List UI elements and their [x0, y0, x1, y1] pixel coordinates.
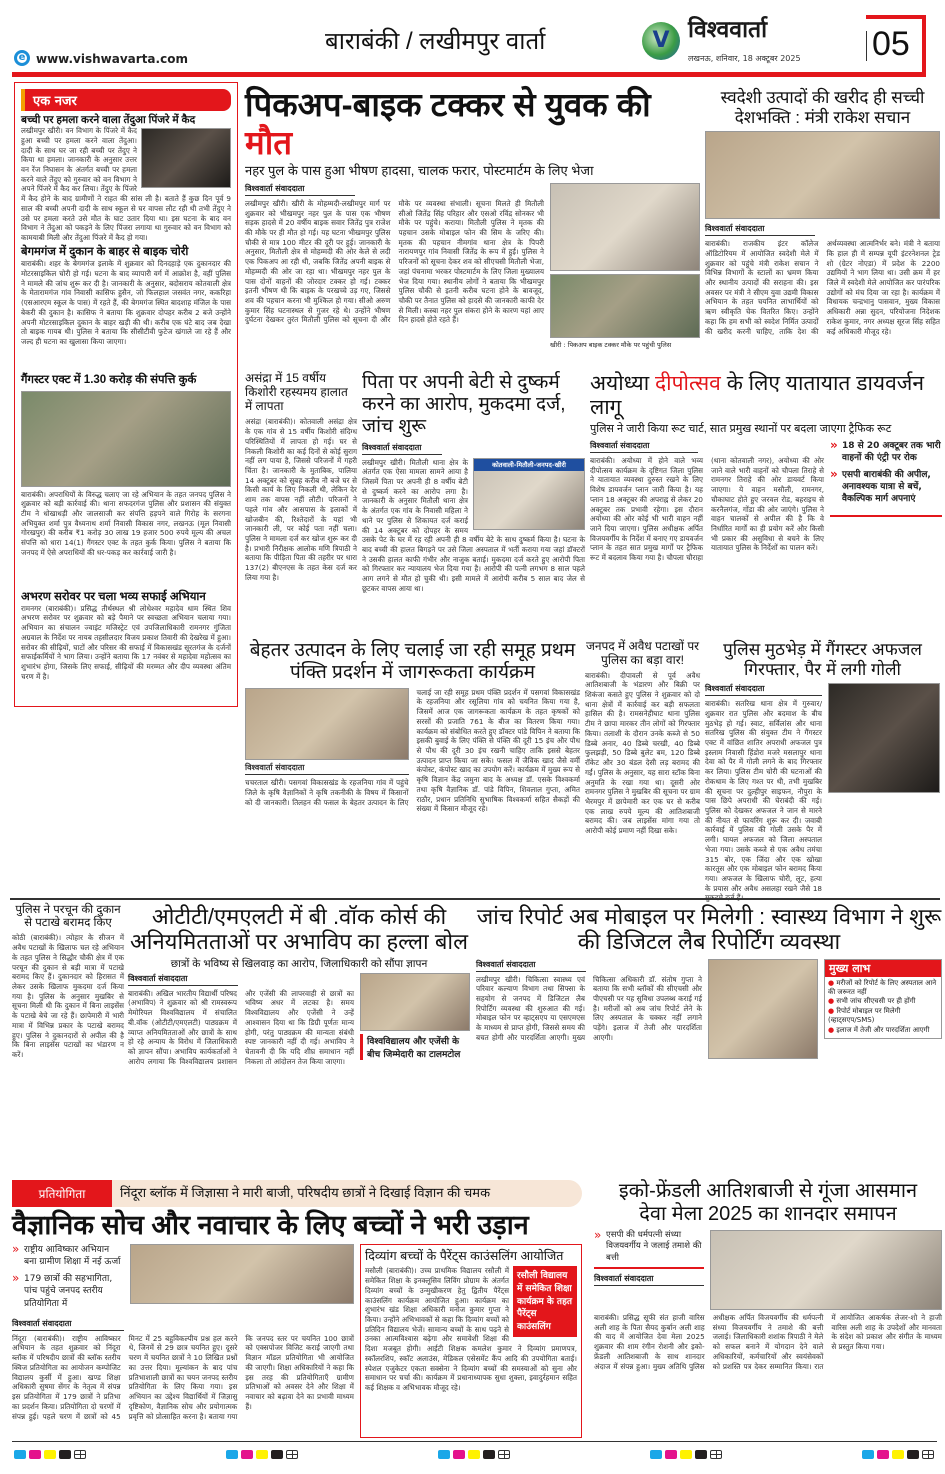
swadeshi-story	[705, 88, 940, 368]
property-attachment-photo	[21, 391, 231, 487]
ayodhya-subheadline: पुलिस ने जारी किया रूट चार्ट, सात प्रमुख स्थानों पर बदला जाएगा ट्रैफिक रूट	[590, 423, 892, 436]
parchun-story	[12, 904, 124, 1166]
ayodhya-headline: अयोध्या दीपोत्सव के लिए यातायात डायवर्जन लागू	[590, 372, 924, 420]
deva-body: बाराबंकी। प्रसिद्ध सूफी संत हाजी वारिस अली शाह के पिता सैयद कुर्बान अली शाह की याद में आयोजित देवा मेला 2025 शुक्रवार की शाम रंगीन रोशनी और इको-फ्रेंडली आतिशबाजी के साथ शानदार अंदाज में संपन्न हुआ। मुख्य अतिथि पुलिस अधीक्षक अर्पित विजयवर्गीय की धर्मपत्नी संध्या विजयवर्गीय ने तमाशे की बत्ती जलाई। जिलाधिकारी शशांक त्रिपाठी ने मेले को सफल बनाने में योगदान देने वाले अधिकारियों, कर्मचारियों और स्वयंसेवकों को प्रशस्ति पत्र देकर सम्मानित किया। रात में आयोजित आकर्षक लेजर-शो ने हाजी वारिस अली शाह के उपदेशों और मानवता के संदेश को प्रकाश और संगीत के माध्यम से प्रस्तुत किया गया।	[594, 1313, 942, 1371]
color-swatch	[241, 1450, 253, 1459]
patakhe-body: बाराबंकी। दीपावली से पूर्व अवैध आतिशबाजी के भंडारण और बिक्री पर शिकंजा कसते हुए पुलिस ने शुक्रवार को दो थाना क्षेत्रों में कार्रवाई कर बड़ी सफलता हासिल की है। रामसनेहीघाट थाना पुलिस टीम ने छापा मारकर तीन लोगों को गिरफ्तार किया। तलाशी के दौरान उनके कब्जे से 50 डिब्बे अनार, 40 डिब्बे चरखी, 40 डिब्बे फुलझड़ी, 50 डिब्बे बुलेट बम, 120 डिब्बे रॉकेट और 30 बंडल देसी लड़ बरामद की गईं। पुलिस के अनुसार, यह सारा स्टॉक बिना अनुमति के रखा गया था। दूसरी ओर रामनगर पुलिस ने मुखबिर की सूचना पर ग्राम भैरमपुर में छापेमारी कर एक घर से करीब एक लाख रुपये मूल्य की आतिशबाजी बरामद की। जब लाइसेंस मांगा गया तो आरोपी कोई प्रमाण नहीं दिखा सके।	[585, 670, 700, 836]
byline: विश्ववार्ता संवाददाता	[594, 1273, 704, 1286]
section-divider	[10, 898, 940, 900]
color-swatch	[44, 1450, 56, 1459]
color-swatch	[271, 1450, 283, 1459]
jaanch-body: लखीमपुर खीरी। चिकित्सा स्वास्थ्य एवं परिवार कल्याण विभाग तथा सिफ्सा के सहयोग से जनपद में डिजिटल लैब रिपोर्टिंग व्यवस्था की शुरुआत की गई। मोबाइल फोन पर व्हाट्सएप या एसएमएस के माध्यम से प्राप्त होगी, जिससे समय की बचत होगी और पारदर्शिता आएगी। मुख्य चिकित्सा अधिकारी डॉ. संतोष गुप्ता ने बताया कि सभी ब्लॉकों की सीएचसी और पीएचसी पर यह सुविधा उपलब्ध कराई गई है। मरीजों को अब जांच रिपोर्ट लेने के लिए अस्पताल के चक्कर नहीं लगाने पड़ेंगे। इलाज में तेजी और पारदर्शिता आएगी।	[476, 974, 702, 1042]
highlight-item: » 179 छात्रों की सहभागिता, पांच पहुंचे जनपद स्तरीय प्रतियोगिता में	[12, 1273, 124, 1309]
benefit-item	[828, 1007, 938, 1026]
byline: विश्ववार्ता संवाददाता	[245, 763, 409, 776]
brand-name: विश्ववार्ता	[688, 16, 768, 42]
byline: विश्ववार्ता संवाददाता	[362, 442, 442, 455]
article-headline: गैंगस्टर एक्ट में 1.30 करोड़ की संपत्ति कुर्क	[21, 374, 197, 387]
ott-subheadline: छात्रों के भविष्य से खिलवाड़ का आरोप, जिलाधिकारी को सौंपा ज्ञापन	[170, 957, 428, 970]
highlight-item: » एसपी की धर्मपत्नी संध्या विजयवर्गीय ने जलाई तमाशे की बत्ती	[594, 1230, 704, 1264]
byline: विश्ववार्ता संवाददाता	[12, 1318, 124, 1331]
highlight-item: » राष्ट्रीय आविष्कार अभियान बना ग्रामीण शिक्षा में नई ऊर्जा	[12, 1244, 124, 1268]
benefits-list	[825, 979, 941, 1036]
color-swatch	[680, 1450, 692, 1459]
bullet-dot-icon: ●	[828, 978, 837, 987]
color-swatch	[483, 1450, 495, 1459]
behtar-body: चचरताल खीरी। पसगवां विकासखंड के रहजनिया गांव में पहुंचे जिले के कृषि वैज्ञानिकों ने कृषि तकनीकी के विषय में किसानों को दी जानकारी। तिलहन की फसल के बेहतर उत्पादन के लिए चलाई जा रही समूह प्रथम पंक्ति प्रदर्शन में पसगवां विकासखंड के रहजनिया और रसूलिया गांव को चयनित किया गया है, जिसमें आज एक जागरूकता कार्यक्रम के तहत कृषकों को सरसों की प्रजाति 761 के बीज का वितरण किया गया। कार्यक्रम को संबोधित करते हुए डॉक्टर पांडे विपिन ने बताया कि इसकी बुवाई के लिए पंक्ति से पंक्ति की दूरी 15 इंच और पौध से पौध की दूरी 30 इंच रखनी चाहिए ताकि इससे बेहतर उत्पादन प्राप्त किया जा सके। फसल में जैविक खाद जैसे वर्मी कंपोस्ट, कंपोस्ट खाद का उपयोग करें। कार्यक्रम में मुख्य रूप से कृषि विज्ञान केंद्र जमुना बाद के अध्यक्ष डॉ. एसके विश्वकर्मा तथा कृषि वैज्ञानिक डॉ. पांडे विपिन, शिवलाल गुप्ता, अमित राठौर, प्रधान प्रतिनिधि सुभाषिक विश्वकर्मा सहित सैकड़ों की संख्या में किसान मौजूद रहे।	[245, 687, 580, 814]
pratiyogita-tag: प्रतियोगिता	[12, 1180, 112, 1207]
ott-story	[128, 904, 470, 1166]
article-headline: अभरण सरोवर पर चला भव्य सफाई अभियान	[21, 590, 206, 603]
lead-headline: पिकअप-बाइक टक्कर से युवक की मौत	[245, 86, 651, 161]
color-swatch	[256, 1450, 268, 1459]
article-headline: बच्ची पर हमला करने वाला तेंदुआ पिंजरे में कैद	[21, 114, 196, 126]
website-link[interactable]: www.vishwavarta.com	[36, 52, 188, 66]
mukhya-labh-box	[824, 959, 942, 1040]
ek-nazar-tag: एक नजर	[21, 89, 231, 111]
color-swatch	[877, 1450, 889, 1459]
ott-headline: ओटीटी/एमएलटी में बी .वॉक कोर्स की अनियमितताओं पर अभाविप का हल्ला बोल	[129, 904, 469, 955]
color-swatch	[892, 1450, 904, 1459]
vigyan-story	[12, 1180, 582, 1438]
article-body: बाराबंकी। अपराधियों के विरुद्ध चलाए जा रहे अभियान के तहत जनपद पुलिस ने शुक्रवार को बड़ी कार्रवाई की। थाना सफदरगंज पुलिस और प्रशासन की संयुक्त टीम ने धोखाधड़ी और जालसाजी कर संपत्ति हड़पने वाले गिरोह के सरगना अभियुक्त शर्मा पुत्र वैध्यनाथ शर्मा निवासी विकास नगर, लखनऊ (मूल निवासी गोरखपुर) की करीब ₹1 करोड़ 30 लाख 19 हजार 500 रुपये मूल्य की अचल संपत्ति को धारा 14(1) गैंगस्टर एक्ट के तहत कुर्क किया। पुलिस ने बताया कि जनपद में ऐसे अपराधियों की धर-पकड़ कर कार्रवाई जारी है।	[21, 489, 231, 557]
police-at-site-photo	[550, 274, 700, 338]
benefit-text: रिपोर्ट मोबाइल पर मिलेगी (व्हाट्सएप/SMS)	[828, 1006, 901, 1025]
color-swatch	[453, 1450, 465, 1459]
byline: विश्ववार्ता संवाददाता	[476, 959, 586, 972]
pita-story	[362, 372, 585, 637]
deva-headline: इको-फ्रेंडली आतिशबाजी से गूंजा आसमान देवा मेला 2025 का शानदार समापन	[618, 1180, 918, 1225]
benefit-item	[828, 1026, 938, 1035]
parchun-body: कोठी (बाराबंकी)। त्योहार के सीजन में अवैध पटाखों के खिलाफ चल रहे अभियान के तहत पुलिस ने सिद्धौर चौकी क्षेत्र में एक परचून की दुकान से बड़ी मात्रा में पटाखे बरामद किए हैं। दुकानदार को हिरासत में लेकर उसके खिलाफ मुकदमा दर्ज किया गया है। पुलिस के अनुसार मुखबिर से सूचना मिली थी कि दुकान में बिना लाइसेंस के पटाखे बेचे जा रहे हैं। छापेमारी में भारी मात्रा में विभिन्न प्रकार के पटाखे बरामद हुए। पुलिस ने दुकानदारों से अपील की है कि बिना लाइसेंस पटाखों का भंडारण न करें।	[12, 933, 124, 1060]
color-registration-mark	[650, 1450, 722, 1459]
asandra-headline: असंद्रा में 15 वर्षीय किशोरी रहस्यमय हालात में लापता	[245, 371, 348, 413]
muthbhed-story	[705, 640, 940, 895]
vigyan-body: निंदूरा (बाराबंकी)। राष्ट्रीय आविष्कार अभियान के तहत शुक्रवार को निंदूरा ब्लॉक में परिषदीय छात्रों की ब्लॉक स्तरीय क्विज प्रतियोगिता का आयोजन कम्पोजिट विद्यालय कुर्सी में हुआ। खण्ड शिक्षा अधिकारी सुषमा सेंगर के नेतृत्व में संपन्न इस प्रतियोगिता में 179 छात्रों ने प्रतिभा का प्रदर्शन किया। प्रतियोगिता दो चरणों में संपन्न हुई। पहले चरण में छात्रों को 45 मिनट में 25 बहुविकल्पीय प्रश्न हल करने थे, जिनमें से 29 छात्र चयनित हुए। दूसरे चरण में चयनित छात्रों ने 10 लिखित प्रश्नों का उत्तर दिया। मूल्यांकन के बाद पांच प्रतिभाशाली छात्रों का चयन जनपद स्तरीय प्रतियोगिता के लिए किया गया। इस अभियान का उद्देश्य विद्यार्थियों में जिज्ञासु दृष्टिकोण, वैज्ञानिक सोच और प्रयोगात्मक प्रवृत्ति को प्रोत्साहित करना है। बताया गया कि जनपद स्तर पर चयनित 100 छात्रों को एक्सपोजर विजिट कराई जाएगी तथा विज्ञान मॉडल प्रतियोगिता भी आयोजित की जाएगी। शिक्षा अधिकारियों ने कहा कि इस तरह की प्रतियोगिताएँ ग्रामीण प्रतिभाओं को अवसर देने और शिक्षा में नवाचार को बढ़ावा देने का प्रभावी माध्यम हैं।	[12, 1333, 354, 1421]
article-body: बाराबंकी। शहर के बेगमगंज इलाके में शुक्रवार को दिनदहाड़े एक दुकानदार की मोटरसाइकिल चोरी हो गई। घटना के बाद व्यापारी वर्ग में आक्रोश है, वहीं पुलिस ने मामले की जांच शुरू कर दी है। जानकारी के अनुसार, बदोसराय कोतवाली क्षेत्र के मेतारामगंज गांव निवासी कासिफ हुसैन, जो फिलहाल जसवंत नगर, ककरिहा (एसआरएम स्कूल के पास) में रहते हैं, की बेगमगंज स्थित बादशाह मंजिल के पास बेकरी की दुकान है। कासिफ ने बताया कि शुक्रवार दोपहर करीब 2 बजे उन्होंने अपनी मोटरसाइकिल दुकान के बाहर खड़ी की थी। करीब एक घंटे बाद जब देखा तो बाइक गायब थी। पुलिस ने बताया कि सीसीटीवी फुटेज खंगाले जा रहे हैं और जल्द ही घटना का खुलासा किया जाएगा।	[21, 259, 231, 347]
patakhe-headline: जनपद में अवैध पटाखों पर पुलिस का बड़ा वार!	[585, 639, 700, 667]
jaanch-headline: जांच रिपोर्ट अब मोबाइल पर मिलेगी : स्वास्थ्य विभाग ने शुरू की डिजिटल लैब रिपोर्टिंग व्यवस्था	[476, 904, 942, 955]
color-registration-mark	[438, 1450, 510, 1459]
registration-crosshair-icon	[498, 1450, 510, 1459]
dateline: लखनऊ, शनिवार, 18 अक्टूबर 2025	[688, 54, 801, 63]
color-registration-mark	[862, 1450, 934, 1459]
bullet-dot-icon: ●	[828, 997, 837, 1006]
ott-pullquote: विश्वविद्यालय और एजेंसी के बीच जिम्मेदारी का टालमटोल	[360, 1034, 470, 1060]
divyang-body-wrap	[365, 1266, 577, 1433]
ek-nazar-box	[14, 82, 238, 707]
divider	[866, 31, 867, 61]
ott-body: बाराबंकी। अखिल भारतीय विद्यार्थी परिषद (अभाविप) ने शुक्रवार को श्री रामस्वरूप मेमोरियल विश्वविद्यालय में संचालित बी.वॉक (ओटीटी/एमएलटी) पाठ्यक्रम में व्याप्त अनियमितताओं और छात्रों के साथ हो रहे अन्याय के विरोध में जिलाधिकारी को ज्ञापन सौंपा। अभाविप कार्यकर्ताओं ने आरोप लगाया कि विश्वविद्यालय प्रशासन और एजेंसी की लापरवाही से छात्रों का भविष्य अधर में लटका है। समय विश्वविद्यालय और एजेंसी ने उन्हें आश्वासन दिया था कि डिग्री पूर्णतः मान्य होगी, परंतु पाठ्यक्रम की मान्यता संबंधी स्पष्ट जानकारी नहीं दी गई। अभाविप ने चेतावनी दी कि यदि शीघ्र समाधान नहीं निकला तो आंदोलन तेज किया जाएगा।	[128, 988, 354, 1066]
photo-caption: खीरी : पिकअप बाइक टक्कर मौके पर पहुंची पुलिस	[550, 340, 672, 349]
leopard-cage-photo	[141, 128, 231, 188]
lead-story	[245, 86, 700, 368]
swadeshi-body: बाराबंकी। राजकीय इंटर कॉलेज ऑडिटोरियम में आयोजित स्वदेशी मेले में शुक्रवार को पहुंचे मंत्री राकेश सचान ने विभिन्न विभागों के स्टालों का भ्रमण किया और स्थानीय उत्पादों की सराहना की। इस अवसर पर मंत्री ने सीएम युवा उद्यमी विकास अभियान के तहत चयनित लाभार्थियों को ऋण स्वीकृति चेक वितरित किए। उन्होंने कहा कि हम सभी को स्वदेश निर्मित उत्पादों की खरीद करनी चाहिए, ताकि देश की अर्थव्यवस्था आत्मनिर्भर बने। मंत्री ने बताया कि हाल ही में सम्पन्न यूपी इंटरनेशनल ट्रेड शो (ग्रेटर नोएडा) में प्रदेश के 2200 उद्यमियों ने भाग लिया था। उसी क्रम में हर जिले में स्वदेशी मेले आयोजित कर पारंपरिक उद्योगों को मंच दिया जा रहा है। कार्यक्रम में विधायक चन्द्रभानु पासवान, मुख्य विकास अधिकारी अन्ना सुदन, परियोजना निदेशक राकेश कुमार, नगर अध्यक्ष सूरज सिंह सहित कई अधिकारी मौजूद रहे।	[705, 239, 940, 336]
color-swatch	[665, 1450, 677, 1459]
browser-e-icon: e	[14, 50, 30, 66]
benefit-item	[828, 979, 938, 998]
deva-story	[594, 1180, 942, 1438]
pratiyogita-strip-text: निंदूरा ब्लॉक में जिज्ञासा ने मारी बाजी, परिषदीय छात्रों ने दिखाई विज्ञान की चमक	[120, 1185, 491, 1201]
pratiyogita-strip	[12, 1180, 582, 1207]
behtar-body-wrap	[245, 688, 580, 895]
registration-crosshair-icon	[74, 1450, 86, 1459]
color-swatch	[226, 1450, 238, 1459]
muthbhed-headline: पुलिस मुठभेड़ में गैंगस्टर अफजल गिरफ्तार, पैर में लगी गोली	[723, 640, 922, 679]
mukhya-labh-title: मुख्य लाभ	[825, 960, 941, 977]
swadeshi-headline: स्वदेशी उत्पादों की खरीद ही सच्ची देशभक्ति : मंत्री राकेश सचान	[720, 88, 925, 127]
pita-body: लखीमपुर खीरी। मितौली थाना क्षेत्र के अंतर्गत एक ऐसा मामला सामने आया है जिसमें पिता पर अपनी ही 8 वर्षीय बेटी से दुष्कर्म करने का आरोप लगा है। जानकारी के अनुसार मितौली थाना क्षेत्र के अंतर्गत एक गांव के निवासी महिला ने थाने पर पुलिस से शिकायत दर्ज कराई की 14 अक्टूबर को दोपहर के समय उसके पेट के घर में रह रही अपनी ही 8 वर्षीय बेटे के साथ दुष्कर्म किया है। घटना के बाद बच्ची की हालत बिगड़ने पर उसे जिला अस्पताल में भर्ती कराया गया जहां डॉक्टरों ने उसकी हालत काफी गंभीर और नाजुक बताई। मुकदमा दर्ज करते हुए आरोपी पिता को गिरफ्तार कर न्यायालय भेज दिया गया है। आरोपी की पत्नी लगभग 8 साल पहले आग लगने से मौत हो चुकी थी। इसी मामले में आरोपी करीब 5 साल बाद जेल से छूटकर वापस आया था।	[362, 457, 585, 593]
color-swatch	[650, 1450, 662, 1459]
divyang-body: मसौली (बाराबंकी)। उच्च प्राथमिक विद्यालय रसौली में समेकित शिक्षा के इनक्लूसिव लिविंग प्रोग्राम के अंतर्गत दिव्यांग बच्चों के उन्मुखीकरण हेतु द्वितीय पैरेंट्स काउंसलिंग कार्यक्रम आयोजित हुआ। कार्यक्रम का शुभारंभ खंड शिक्षा अधिकारी मनोज कुमार गुप्ता ने किया। उन्होंने अभिभावकों से कहा कि दिव्यांग बच्चों को प्रतिदिन विद्यालय भेजें। सामान्य बच्चों के साथ पढ़ने से उनका आत्मविश्वास बढ़ेगा और समावेशी शिक्षा की दिशा मजबूत होगी। आईटी शिक्षक कमलेश कुमार ने दिव्यांग प्रमाणपत्र, स्कॉलरशिप, स्कॉट अलाउंस, मेडिकल एसेसमेंट कैंप आदि की उपयोगिता बताई। स्पेशल एजुकेटर एकता सक्सेना ने दिव्यांग बच्चों की समस्याओं को सुना और समाधान पर चर्चा की। कार्यक्रम में प्रधानाध्यापक सुधा शुक्ला, इवादुर्रहमान सहित कई शिक्षक व अभिभावक मौजूद रहे।	[365, 1266, 577, 1393]
highlight-item: » एसपी बाराबंकी की अपील, अनावश्यक यात्रा से बचें, वैकल्पिक मार्ग अपनाएं	[830, 469, 942, 505]
benefit-text: मरीजों को रिपोर्ट के लिए अस्पताल आने की जरूरत नहीं	[828, 978, 937, 997]
page-number-box	[866, 15, 926, 77]
byline: विश्ववार्ता संवाददाता	[128, 973, 238, 986]
highlight-item: » 18 से 20 अक्टूबर तक भारी वाहनों की एंट्री पर रोक	[830, 440, 942, 464]
color-swatch	[29, 1450, 41, 1459]
color-swatch	[468, 1450, 480, 1459]
byline: विश्ववार्ता संवाददाता	[245, 183, 355, 196]
ayodhya-body: बाराबंकी। अयोध्या में होने वाले भव्य दीपोत्सव कार्यक्रम के दृष्टिगत जिला पुलिस ने यातायात व्यवस्था दुरुस्त रखने के लिए विशेष डायवर्जन प्लान जारी किया है। यह प्लान 18 अक्टूबर की अपराह्न से लेकर 20 अक्टूबर तक प्रभावी रहेगा। इस दौरान अयोध्या की ओर कोई भी भारी वाहन नहीं जाने दिया जाएगा। पुलिस अधीक्षक अर्पित विजयवर्गीय के निर्देश में बनाए गए डायवर्जन प्लान के तहत सात प्रमुख मार्गों पर ट्रैफिक रूट में बदलाव किया गया है। चौपला चौराहा (थाना कोतवाली नगर), अयोध्या की ओर जाने वाले भारी वाहनों को चौपला तिराहे से रामनगर तिराहे की ओर डायवर्ट किया जाएगा। ये वाहन मसौली, रामनगर, चौकाघाट होते हुए जरवल रोड, बहराइच से करनैलगंज, गोंडा की ओर जाएंगे। पुलिस ने वाहन चालकों से अपील की है कि वे निर्धारित मार्गों का ही प्रयोग करें और किसी भी प्रकार की असुविधा से बचने के लिए यातायात पुलिस के निर्देशों का पालन करें।	[590, 455, 824, 563]
pita-body-wrap	[362, 458, 585, 637]
color-registration-mark	[226, 1450, 298, 1459]
brand-logo-icon: V	[642, 22, 680, 60]
masthead-rule	[12, 72, 926, 77]
page-number: 05	[872, 25, 910, 63]
farmers-meeting-photo	[245, 688, 409, 760]
police-station-photo	[473, 458, 585, 530]
behtar-headline: बेहतर उत्पादन के लिए चलाई जा रही समूह प्रथम पंक्ति प्रदर्शन में जागरूकता कार्यक्रम	[249, 640, 576, 683]
arrested-gangster-photo	[828, 683, 940, 793]
byline: विश्ववार्ता संवाददाता	[590, 440, 698, 453]
color-swatch	[862, 1450, 874, 1459]
divyang-box	[360, 1244, 582, 1438]
accident-photo	[550, 183, 700, 271]
benefit-text: सभी जांच सीएचसी पर ही होंगी	[836, 997, 916, 1006]
ayodhya-story	[590, 372, 942, 637]
byline: विश्ववार्ता संवाददाता	[705, 683, 822, 696]
registration-crosshair-icon	[710, 1450, 722, 1459]
divyang-headline: दिव्यांग बच्चों के पैरेंट्स काउंसलिंग आयोजित	[365, 1249, 564, 1264]
lead-body: लखीमपुर खीरी। खीरी के मोहम्मदी-लखीमपुर मार्ग पर शुक्रवार को भीखमपुर नहर पुल के पास एक भीषण सड़क हादसे में 20 वर्षीय बाइक सवार जितेंद्र पुत्र राजेश की मौके पर ही मौत हो गई। यह घटना भीखमपुर पुलिस चौकी से मात्र 100 मीटर की दूरी पर हुई। जानकारी के अनुसार, मितौली क्षेत्र से मोहम्मदी की ओर केले से लदी एक पिकअप आ रही थी, जबकि जितेंद्र अपनी बाइक से मोहम्मदी की ओर जा रहा था। भीखमपुर नहर पुल के पास दोनों वाहनों की जोरदार टक्कर हो गई। टक्कर इतनी भीषण थी कि बाइक के परखच्चे उड़ गए, जिससे शव की पहचान करना भी मुश्किल हो गया। सीओ अरुण कुमार सिंह घटनास्थल से गुजर रहे थे। उन्होंने भीषण दुर्घटना देखकर तुरंत मितौली पुलिस को सूचना दी और मौके पर व्यवस्था संभाली। सूचना मिलते ही मितौली सीओ जितेंद्र सिंह परिहार और एसओ रविंद्र सोनकर भी मौके पर पहुंचे। कराया। मितौली पुलिस ने मृतक की पहचान उसके मोबाइल फोन की सिम के जरिए की। मृतक की पहचान नीमगांव थाना क्षेत्र के पिपरी नारायणपुर गांव निवासी जितेंद्र के रूप में हुई। पुलिस ने परिजनों को सूचना देकर शव को सीएचसी मितौली भेजा, जहां पंचनामा भरकर पोस्टमार्टम के लिए जिला मुख्यालय भेज दिया गया। स्थानीय लोगों ने बताया कि भीखमपुर पुलिस चौकी से इतनी करीब घटना होने के बावजूद, चौकी पर तैनात पुलिस को हादसे की जानकारी काफी देर से मिली। कस्बा नहर पुल संकरा होने के कारण यहां आए दिन हादसे होते रहते हैं।	[245, 198, 544, 325]
color-swatch	[695, 1450, 707, 1459]
masthead	[0, 0, 945, 76]
color-swatch	[14, 1450, 26, 1459]
article-headline: बेगमगंज में दुकान के बाहर से बाइक चोरी	[21, 246, 189, 259]
police-station-sign: कोतवाली-मितौली-जनपद-खीरी	[474, 459, 584, 472]
color-swatch	[59, 1450, 71, 1459]
patakhe-story	[585, 640, 700, 895]
quiz-classroom-photo	[130, 1244, 354, 1304]
bottom-rule	[12, 1441, 937, 1442]
parchun-headline: पुलिस ने परचून की दुकान से पटाखे बरामद किए	[15, 904, 121, 930]
section-title: बाराबंकी / लखीमपुर वार्ता	[325, 28, 546, 55]
article-body: लखीमपुर खीरी। वन विभाग के पिंजरे में कैद हुआ बच्ची पर हमला करने वाला तेंदुआ। दादी के साथ घर जा रही बच्ची पर तेंदुए ने किया था हमला। जानकारी के अनुसार उत्तर वन रेंज निघासन के अंतर्गत बच्ची पर हमला करने वाले तेंदुए को गुरुवार को वन विभाग ने अपने पिंजरे में कैद कर लिया। तेंदुए के पिंजरे में कैद होने के बाद ग्रामीणों ने राहत की सांस ली है। बताते हैं कुछ दिन पूर्व 9 साल की बच्ची अपनी दादी के साथ स्कूल से घर वापस लौट रही थी तभी तेंदुए ने उसे पर हमला करते उसे मौत के घाट उतार दिया था। इस घटना के बाद वन विभाग ने तेंदुआ को पकड़ने के लिए पिंजरा लगाया था गुरुवार को वन विभाग को कामयाबी मिली और तेंदुआ पिंजरे में कैद हो गया।	[21, 126, 231, 242]
pita-headline: पिता पर अपनी बेटी से दुष्कर्म करने का आरोप, मुकदमा दर्ज, जांच शुरू	[362, 372, 566, 437]
muthbhed-body: बाराबंकी। सतरिख थाना क्षेत्र में गुरुवार/शुक्रवार रात पुलिस और बदमाश के बीच मुठभेड़ हो गई। स्वाट, सर्विलांस और थाना सतरिख पुलिस की संयुक्त टीम ने गैंगस्टर एक्ट में वांछित शातिर अपराधी अफजल पुत्र इस्लाम निवासी हिंडोरा मजरे मसलापुर थाना देवा को पैर में गोली लगने के बाद गिरफ्तार कर लिया। पुलिस टीम चोरी की घटनाओं की रोकथाम के लिए गश्त पर थी, तभी मुखबिर की सूचना पर दुल्हीपुर साइफन, नौपुरा के पास छिपे अपराधी की घेराबंदी की गई। पुलिस को देखकर अफजल ने जान से मारने की नीयत से फायरिंग शुरू कर दी। जवाबी कार्रवाई में पुलिस की गोली उसके पैर में लगी। घायल अफजल को जिला अस्पताल भेजा गया। उसके कब्जे से एक अवैध तमंचा 315 बोर, एक जिंदा और एक खोखा कारतूस और एक मोबाइल फोन बरामद किया गया। अफजल के खिलाफ चोरी, लूट, हत्या के प्रयास और अवैध असलहा रखने जैसे 18	[705, 699, 822, 893]
byline: विश्ववार्ता संवाददाता	[705, 223, 815, 236]
print-color-marks	[14, 1450, 934, 1459]
benefit-item	[828, 997, 938, 1006]
asandra-body: असंद्रा (बाराबंकी)। कोतवाली असंद्रा क्षेत्र के एक गांव से 15 वर्षीय किशोरी संदिग्ध परिस्थितियों में लापता हो गई। घर से निकली किशोरी का कई दिनों से कोई सुराग नहीं लग पाया है, जिससे परिजनों में गहरी चिंता है। जानकारी के मुताबिक, पालिया 14 अक्टूबर को सुबह करीब नौ बजे घर से किसी कार्य के लिए निकली थी, लेकिन देर शाम तक वापस नहीं लौटी। परिजनों ने पहले गांव और आसपास के इलाकों में खोजबीन की, रिश्तेदारों के यहां भी जानकारी ली, पर कोई पता नहीं चला। पुलिस ने मामला दर्ज कर खोज शुरू कर दी है। प्रभारी निरीक्षक आलोक मणि त्रिपाठी ने बताया कि पीड़िता पिता की तहरीर पर धारा 137(2) बीएनएस के तहत केस दर्ज कर लिया गया है।	[245, 417, 357, 582]
lead-subheadline: नहर पुल के पास हुआ भीषण हादसा, चालक फरार, पोस्टमार्टम के लिए भेजा	[245, 162, 594, 178]
minister-visit-photo	[705, 131, 940, 219]
jaanch-story	[476, 904, 942, 1166]
benefit-text: इलाज में तेजी और पारदर्शिता आएगी	[836, 1025, 930, 1034]
color-registration-mark	[14, 1450, 86, 1459]
asandra-story	[245, 372, 357, 637]
bullet-dot-icon: ●	[828, 1006, 837, 1015]
vigyan-headline: वैज्ञानिक सोच और नवाचार के लिए बच्चों ने भरी उड़ान	[12, 1210, 529, 1240]
abvp-protest-photo	[360, 973, 470, 1031]
registration-crosshair-icon	[922, 1450, 934, 1459]
divyang-callout: रसौली विद्यालय में समेकित शिक्षा कार्यक्रम के तहत पैरेंट्स काउंसलिंग	[513, 1266, 577, 1337]
color-swatch	[907, 1450, 919, 1459]
behtar-story	[245, 640, 580, 895]
article-body: रामनगर (बाराबंकी)। प्रसिद्ध तीर्थस्थल श्री लोधेश्वर महादेव धाम स्थित शिव अभरण सरोवर पर शुक्रवार को बड़े पैमाने पर स्वच्छता अभियान चलाया गया। अभियान का संचालन ज्वाइंट मजिस्ट्रेट एवं उपजिलाधिकारी रामनगर गुंजिता अग्रवाल के निर्देश पर नायब तहसीलदार विजय प्रकाश तिवारी की देखरेख में हुआ। सरोवर की सीढ़ियों, घाटों और परिसर की सफाई में विकासखंड सूरतगंज के दर्जनों सफाईकर्मियों ने भाग लिया। उन्होंने बताया कि 17 नवंबर से महादेवा महोत्सव का शुभारंभ होगा, जिसके लिए सफाई, सीढ़ियों की मरम्मत और दीप व्यवस्था अंतिम चरण में है।	[21, 603, 231, 681]
bullet-dot-icon: ●	[828, 1025, 837, 1034]
lab-reporting-meeting-photo	[708, 959, 818, 1059]
deva-mela-photo	[710, 1230, 942, 1310]
color-swatch	[438, 1450, 450, 1459]
registration-crosshair-icon	[286, 1450, 298, 1459]
